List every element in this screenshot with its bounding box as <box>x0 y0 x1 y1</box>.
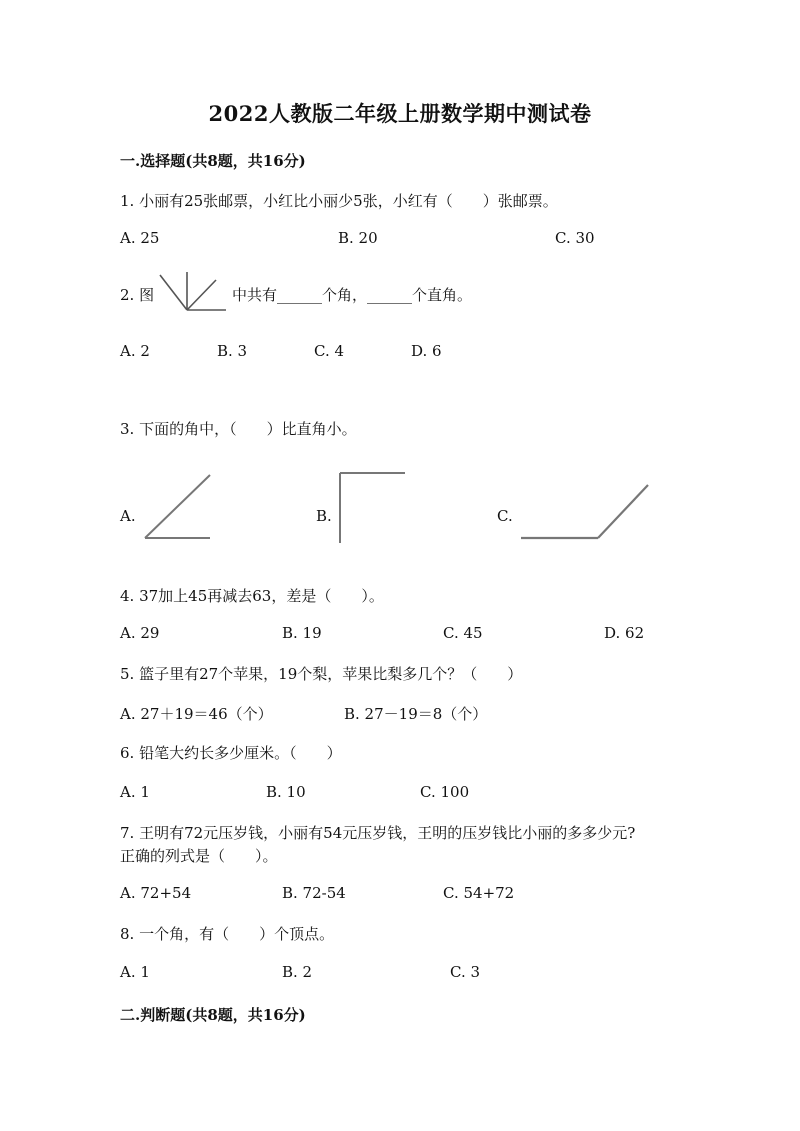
question-3: 3. 下面的角中，（ ）比直角小。 <box>120 420 357 438</box>
angle-fan-figure <box>150 270 230 315</box>
q4-option-d: D. 62 <box>604 624 645 642</box>
q3-option-c: C. <box>497 507 513 525</box>
question-7-line-2: 正确的列式是（ ）。 <box>120 847 278 865</box>
section-heading-judgment: 二.判断题(共8题，共16分) <box>120 1006 306 1024</box>
q2-option-a: A. 2 <box>120 342 150 360</box>
q6-option-c: C. 100 <box>420 783 470 801</box>
q2-option-d: D. 6 <box>411 342 442 360</box>
q5-option-a: A. 27＋19＝46（个） <box>120 705 273 723</box>
question-1: 1. 小丽有25张邮票，小红比小丽少5张，小红有（ ）张邮票。 <box>120 192 558 210</box>
question-6: 6. 铅笔大约长多少厘米。（ ） <box>120 744 342 762</box>
q8-option-c: C. 3 <box>450 963 481 981</box>
obtuse-angle-figure <box>518 480 653 545</box>
section-heading-choice: 一.选择题(共8题，共16分) <box>120 152 306 170</box>
q3-option-a: A. <box>120 507 136 525</box>
q2-option-c: C. 4 <box>314 342 345 360</box>
question-4: 4. 37加上45再减去63，差是（ ）。 <box>120 587 384 605</box>
q6-option-b: B. 10 <box>266 783 306 801</box>
q7-option-b: B. 72-54 <box>282 884 346 902</box>
right-angle-figure <box>335 468 410 548</box>
q1-option-c: C. 30 <box>555 229 595 247</box>
q7-option-c: C. 54+72 <box>443 884 515 902</box>
question-5: 5. 篮子里有27个苹果，19个梨，苹果比梨多几个？（ ） <box>120 665 523 683</box>
page-title: 2022人教版二年级上册数学期中测试卷 <box>208 101 592 126</box>
q1-option-b: B. 20 <box>338 229 378 247</box>
q8-option-a: A. 1 <box>120 963 150 981</box>
question-2-prefix: 2. 图 <box>120 286 155 304</box>
q4-option-c: C. 45 <box>443 624 483 642</box>
q1-option-a: A. 25 <box>120 229 160 247</box>
q2-option-b: B. 3 <box>217 342 248 360</box>
acute-angle-figure <box>140 470 215 545</box>
question-8: 8. 一个角，有（ ）个顶点。 <box>120 925 335 943</box>
q6-option-a: A. 1 <box>120 783 150 801</box>
q7-option-a: A. 72+54 <box>120 884 192 902</box>
q4-option-a: A. 29 <box>120 624 160 642</box>
question-2-text: 中共有______个角，______个直角。 <box>232 286 473 304</box>
question-7-line-1: 7. 王明有72元压岁钱，小丽有54元压岁钱，王明的压岁钱比小丽的多多少元? <box>120 824 636 842</box>
q4-option-b: B. 19 <box>282 624 322 642</box>
q8-option-b: B. 2 <box>282 963 313 981</box>
q3-option-b: B. <box>316 507 332 525</box>
q5-option-b: B. 27－19＝8（个） <box>344 705 488 723</box>
